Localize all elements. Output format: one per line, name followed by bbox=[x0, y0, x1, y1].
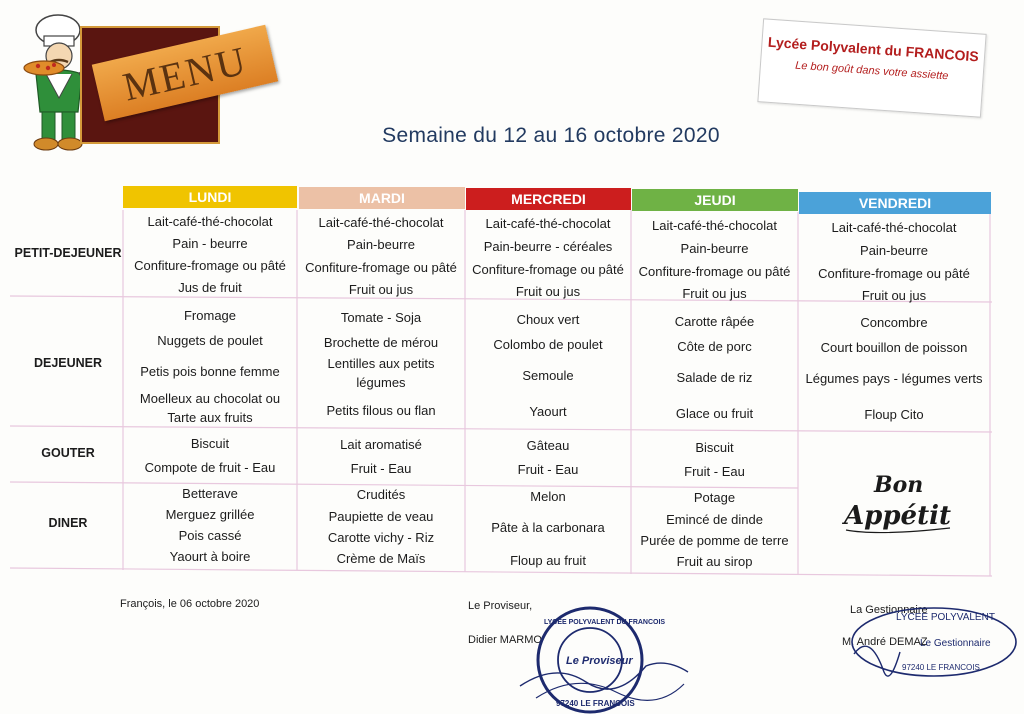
day-name: VENDREDI bbox=[858, 195, 932, 211]
stamp-top-text: LYCEE POLYVALENT bbox=[896, 612, 995, 623]
stamp-center-text: Le Proviseur bbox=[566, 655, 633, 667]
breakfast-wednesday bbox=[465, 214, 631, 298]
bon-appetit-lettering bbox=[838, 462, 958, 538]
menu-item: Tomate - Soja bbox=[340, 310, 422, 325]
menu-item: Melon bbox=[530, 489, 566, 504]
snack-wednesday bbox=[465, 438, 631, 484]
menu-item: Jus de fruit bbox=[178, 280, 242, 295]
lunch-wednesday bbox=[465, 310, 631, 430]
menu-item: Confiture-fromage ou pâté bbox=[134, 258, 286, 273]
dinner-monday bbox=[123, 486, 297, 566]
menu-item: Confiture-fromage ou pâté bbox=[472, 262, 624, 277]
day-header-tuesday bbox=[299, 187, 465, 209]
row-label-dejeuner: DEJEUNER bbox=[33, 356, 103, 370]
day-name: JEUDI bbox=[694, 192, 736, 208]
menu-banner-text: MENU bbox=[92, 25, 278, 122]
stamp-ring-text: LYCEE POLYVALENT DU FRANCOIS bbox=[544, 619, 666, 626]
menu-item: Purée de pomme de terre bbox=[640, 533, 789, 548]
week-title: Semaine du 12 au 16 octobre 2020 bbox=[382, 124, 720, 147]
menu-item: Yaourt à boire bbox=[169, 549, 251, 564]
menu-item: Court bouillon de poisson bbox=[820, 340, 968, 355]
day-name: LUNDI bbox=[188, 189, 232, 205]
day-header-monday bbox=[123, 186, 297, 208]
menu-item: Pain-beurre bbox=[347, 237, 415, 252]
menu-item: Fruit - Eau bbox=[350, 461, 412, 476]
menu-item: Glace ou fruit bbox=[675, 406, 754, 421]
menu-item: Moelleux au chocolat ou bbox=[139, 391, 281, 406]
menu-item: Concombre bbox=[860, 315, 928, 330]
menu-item: Pain-beurre bbox=[680, 241, 749, 256]
breakfast-friday bbox=[798, 218, 990, 302]
menu-item: Biscuit bbox=[695, 440, 734, 455]
menu-item: Fruit - Eau bbox=[517, 462, 579, 477]
menu-item: Fruit ou jus bbox=[861, 288, 927, 303]
snack-tuesday bbox=[297, 437, 465, 483]
menu-item: Yaourt bbox=[529, 404, 567, 419]
menu-item: Floup Cito bbox=[864, 407, 924, 422]
row-label-petit-dejeuner: PETIT-DEJEUNER bbox=[14, 246, 122, 260]
day-header-wednesday bbox=[466, 188, 631, 210]
dinner-wednesday bbox=[465, 489, 631, 569]
menu-item: Floup au fruit bbox=[510, 553, 586, 568]
menu-item: Merguez grillée bbox=[165, 507, 255, 522]
menu-item: Carotte râpée bbox=[674, 314, 755, 329]
menu-item: Crudités bbox=[356, 487, 406, 502]
menu-item: Betterave bbox=[182, 486, 238, 501]
menu-item: Lait-café-thé-chocolat bbox=[651, 218, 777, 233]
menu-item: Lait-café-thé-chocolat bbox=[318, 215, 444, 230]
menu-item: Pain - beurre bbox=[172, 236, 248, 251]
menu-item: Paupiette de veau bbox=[328, 509, 434, 524]
menu-item: Nuggets de poulet bbox=[157, 333, 263, 348]
menu-item: Lait aromatisé bbox=[340, 437, 422, 452]
row-label-diner: DINER bbox=[48, 516, 88, 530]
dinner-thursday bbox=[631, 490, 798, 570]
stamp-bottom-text: 97240 LE FRANCOIS bbox=[556, 699, 635, 708]
menu-item: Fromage bbox=[183, 308, 237, 323]
menu-item: Potage bbox=[693, 490, 736, 505]
snack-monday bbox=[123, 436, 297, 482]
menu-item: Pain-beurre - céréales bbox=[483, 239, 613, 254]
menu-item: Confiture-fromage ou pâté bbox=[305, 260, 457, 275]
school-tagline: Le bon goût dans votre assiette bbox=[794, 59, 949, 83]
stamp-mid-text: Le Gestionnaire bbox=[920, 638, 991, 649]
menu-item: Colombo de poulet bbox=[493, 337, 603, 352]
menu-item: Choux vert bbox=[516, 312, 580, 327]
menu-item: légumes bbox=[356, 375, 406, 390]
breakfast-monday bbox=[123, 212, 297, 296]
menu-item: Carotte vichy - Riz bbox=[327, 530, 435, 545]
menu-item: Salade de riz bbox=[676, 370, 753, 385]
day-name: MERCREDI bbox=[511, 191, 586, 207]
breakfast-tuesday bbox=[297, 213, 465, 297]
menu-item: Pois cassé bbox=[178, 528, 242, 543]
menu-item: Pâte à la carbonara bbox=[491, 520, 605, 535]
lunch-friday bbox=[798, 314, 990, 434]
menu-item: Semoule bbox=[522, 368, 574, 383]
menu-item: Fruit ou jus bbox=[348, 282, 414, 297]
row-label-gouter: GOUTER bbox=[41, 446, 95, 460]
menu-item: Biscuit bbox=[190, 436, 230, 451]
stamp-bottom-text: 97240 LE FRANCOIS bbox=[902, 663, 980, 672]
menu-item: Gâteau bbox=[526, 438, 570, 453]
menu-item: Lait-café-thé-chocolat bbox=[147, 214, 273, 229]
day-header-thursday bbox=[632, 189, 798, 211]
menu-item: Lait-café-thé-chocolat bbox=[485, 216, 611, 231]
lunch-monday bbox=[123, 306, 297, 426]
menu-item: Côte de porc bbox=[677, 339, 752, 354]
menu-item: Lentilles aux petits bbox=[327, 356, 435, 371]
menu-item: Fruit au sirop bbox=[676, 554, 753, 569]
menu-item: Fruit - Eau bbox=[684, 464, 745, 479]
menu-item: Confiture-fromage ou pâté bbox=[638, 264, 791, 279]
proviseur-title: Le Proviseur, bbox=[468, 600, 533, 612]
menu-item: Confiture-fromage ou pâté bbox=[818, 266, 970, 281]
dinner-tuesday bbox=[297, 487, 465, 567]
lunch-thursday bbox=[631, 312, 798, 432]
appetit-text: Appétit bbox=[844, 501, 951, 531]
menu-item: Petis pois bonne femme bbox=[140, 364, 280, 379]
gestionnaire-title: La Gestionnaire bbox=[850, 604, 928, 616]
breakfast-thursday bbox=[631, 216, 798, 300]
menu-item: Brochette de mérou bbox=[323, 335, 439, 350]
proviseur-stamp bbox=[516, 602, 692, 714]
menu-item: Emincé de dinde bbox=[666, 512, 763, 527]
day-name: MARDI bbox=[359, 190, 405, 206]
proviseur-name: Didier MARMO bbox=[468, 634, 542, 646]
menu-item: Pain-beurre bbox=[860, 243, 928, 258]
school-name: Lycée Polyvalent du FRANCOIS bbox=[767, 33, 980, 65]
bon-text: Bon bbox=[874, 472, 924, 498]
menu-item: Lait-café-thé-chocolat bbox=[831, 220, 957, 235]
footer-date: François, le 06 octobre 2020 bbox=[120, 598, 260, 610]
menu-item: Fruit ou jus bbox=[682, 286, 747, 301]
gestionnaire-stamp bbox=[830, 602, 1020, 688]
gestionnaire-name: M. André DEMAZ bbox=[842, 636, 928, 648]
school-card bbox=[757, 18, 986, 117]
menu-item: Compote de fruit - Eau bbox=[144, 460, 276, 475]
lunch-tuesday bbox=[297, 308, 465, 428]
menu-item: Tarte aux fruits bbox=[167, 410, 253, 425]
day-header-friday bbox=[799, 192, 991, 214]
snack-thursday bbox=[631, 440, 798, 486]
menu-item: Petits filous ou flan bbox=[326, 403, 436, 418]
menu-item: Crème de Maïs bbox=[336, 551, 426, 566]
menu-item: Fruit ou jus bbox=[515, 284, 581, 299]
menu-item: Légumes pays - légumes verts bbox=[805, 371, 983, 386]
